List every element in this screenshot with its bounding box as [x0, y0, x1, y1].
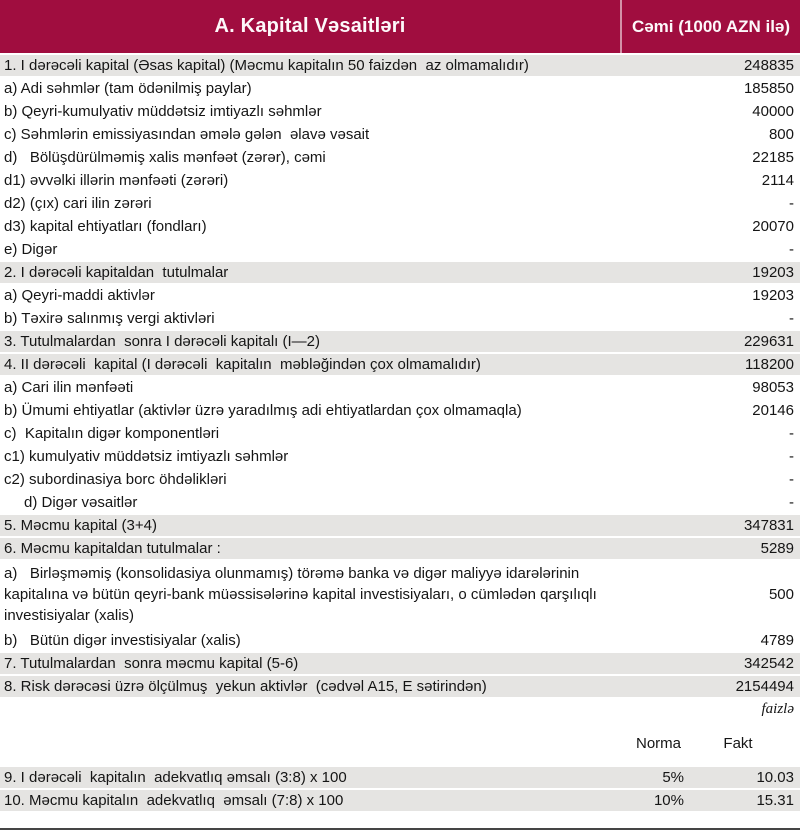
row-label: d) Bölüşdürülməmiş xalis mənfəət (zərər), cəmi	[4, 149, 326, 166]
row-label: a) Cari ilin mənfəəti	[4, 379, 134, 396]
total-column-header: Cəmi (1000 AZN ilə)	[620, 0, 800, 53]
row-label: 10. Məcmu kapitalın adekvatlıq əmsalı (7:8) x 100	[4, 792, 344, 809]
table-row	[0, 55, 800, 78]
row-value: 347831	[743, 517, 794, 534]
row-value: 19203	[752, 287, 794, 304]
row-value: -	[789, 195, 794, 212]
table-row	[0, 469, 800, 492]
table-row	[0, 193, 800, 216]
row-label: a) Birləşməmiş (konsolidasiya olunmamış) törəmə banka və digər maliyyə idarələrinin kapitalına və bütün qeyri-bank müəssisələrinə kapital investisiyaları, o cümlədən qarşılıqlı investisiyalar (xalis)	[4, 565, 601, 624]
row-label: 6. Məcmu kapitaldan tutulmalar :	[4, 540, 221, 557]
row-label: b) Qeyri-kumulyativ müddətsiz imtiyazlı səhmlər	[4, 103, 322, 120]
row-value: 2154494	[735, 678, 794, 695]
table-row	[0, 124, 800, 147]
row-value: -	[789, 494, 794, 511]
row-label: d3) kapital ehtiyatları (fondları)	[4, 218, 207, 235]
row-label: c) Kapitalın digər komponentləri	[4, 425, 220, 442]
table-row	[0, 538, 800, 561]
row-value: 248835	[743, 57, 794, 74]
row-value: -	[789, 425, 794, 442]
page-title: A. Kapital Vəsaitləri	[214, 15, 406, 37]
row-label: d) Digər vəsaitlər	[24, 494, 138, 511]
row-label: a) Qeyri-maddi aktivlər	[4, 287, 155, 304]
row-value: 5289	[760, 540, 794, 557]
table-row	[0, 492, 800, 515]
table-row	[0, 722, 800, 767]
table-row	[0, 515, 800, 538]
row-norma-value: 10%	[653, 792, 684, 809]
row-value: 98053	[752, 379, 794, 396]
row-label	[0, 743, 620, 745]
units-note: faizlə	[761, 701, 794, 717]
table-row	[0, 446, 800, 469]
row-norma-value: 5%	[662, 769, 684, 786]
row-value: 20070	[752, 218, 794, 235]
row-label: c) Səhmlərin emissiyasından əmələ gələn əlavə vəsait	[4, 126, 370, 143]
row-label: c2) subordinasiya borc öhdəlikləri	[4, 471, 227, 488]
row-value: 4789	[760, 632, 794, 649]
table-row	[0, 285, 800, 308]
table-row	[0, 699, 800, 722]
row-label: 7. Tutulmalardan sonra məcmu kapital (5-6)	[4, 655, 299, 672]
norma-column-header	[620, 733, 690, 754]
row-value: 22185	[752, 149, 794, 166]
table-row	[0, 308, 800, 331]
row-value: 229631	[743, 333, 794, 350]
table-row	[0, 170, 800, 193]
row-value: 40000	[752, 103, 794, 120]
row-label: b) Bütün digər investisiyalar (xalis)	[4, 632, 241, 649]
row-value: 19203	[752, 264, 794, 281]
row-fakt-value: 10.03	[756, 769, 794, 786]
row-value: 20146	[752, 402, 794, 419]
row-value: -	[789, 448, 794, 465]
row-value: -	[789, 310, 794, 327]
row-label: b) Təxirə salınmış vergi aktivləri	[4, 310, 215, 327]
row-value: 2114	[761, 172, 794, 189]
row-label: 9. I dərəcəli kapitalın adekvatlıq əmsalı (3:8) x 100	[4, 769, 347, 786]
row-label: 4. II dərəcəli kapital (I dərəcəli kapitalın məbləğindən çox olmamalıdır)	[4, 356, 481, 373]
row-label: d2) (çıx) cari ilin zərəri	[4, 195, 152, 212]
table-row	[0, 147, 800, 170]
norma-column-label: Norma	[636, 735, 682, 752]
row-label: e) Digər	[4, 241, 58, 258]
row-label	[0, 709, 620, 711]
row-label: b) Ümumi ehtiyatlar (aktivlər üzrə yaradılmış adi ehtiyatlardan çox olmamaqla)	[4, 402, 522, 419]
row-label: 1. I dərəcəli kapital (Əsas kapital) (Məcmu kapitalın 50 faizdən az olmamalıdır)	[4, 57, 529, 74]
row-label: 5. Məcmu kapital (3+4)	[4, 517, 157, 534]
table-header	[0, 0, 800, 55]
row-value: -	[789, 241, 794, 258]
table-row	[0, 101, 800, 124]
row-value: 185850	[743, 80, 794, 97]
table-row	[0, 767, 800, 790]
row-label: d1) əvvəlki illərin mənfəəti (zərəri)	[4, 172, 229, 189]
row-value: -	[789, 471, 794, 488]
fakt-column-header: Fakt	[723, 735, 753, 752]
row-value: 342542	[743, 655, 794, 672]
table-row	[0, 331, 800, 354]
table-row	[0, 653, 800, 676]
capital-table-rows	[0, 55, 800, 813]
row-label: 8. Risk dərəcəsi üzrə ölçülmuş yekun aktivlər (cədvəl A15, E sətirindən)	[4, 678, 487, 695]
row-value: 500	[768, 586, 794, 603]
table-row	[0, 354, 800, 377]
row-value: 800	[768, 126, 794, 143]
row-value: 118200	[745, 356, 794, 373]
table-row	[0, 262, 800, 285]
row-fakt-value: 15.31	[756, 792, 794, 809]
table-row	[0, 377, 800, 400]
table-row	[0, 216, 800, 239]
table-row	[0, 561, 800, 630]
table-row	[0, 630, 800, 653]
table-row	[0, 423, 800, 446]
row-label: 2. I dərəcəli kapitaldan tutulmalar	[4, 264, 229, 281]
table-row	[0, 239, 800, 262]
row-label: c1) kumulyativ müddətsiz imtiyazlı səhmlər	[4, 448, 289, 465]
row-label: 3. Tutulmalardan sonra I dərəcəli kapitalı (I—2)	[4, 333, 320, 350]
table-row	[0, 78, 800, 101]
row-label: a) Adi səhmlər (tam ödənilmiş paylar)	[4, 80, 252, 97]
table-row	[0, 676, 800, 699]
table-row	[0, 790, 800, 813]
table-row	[0, 400, 800, 423]
